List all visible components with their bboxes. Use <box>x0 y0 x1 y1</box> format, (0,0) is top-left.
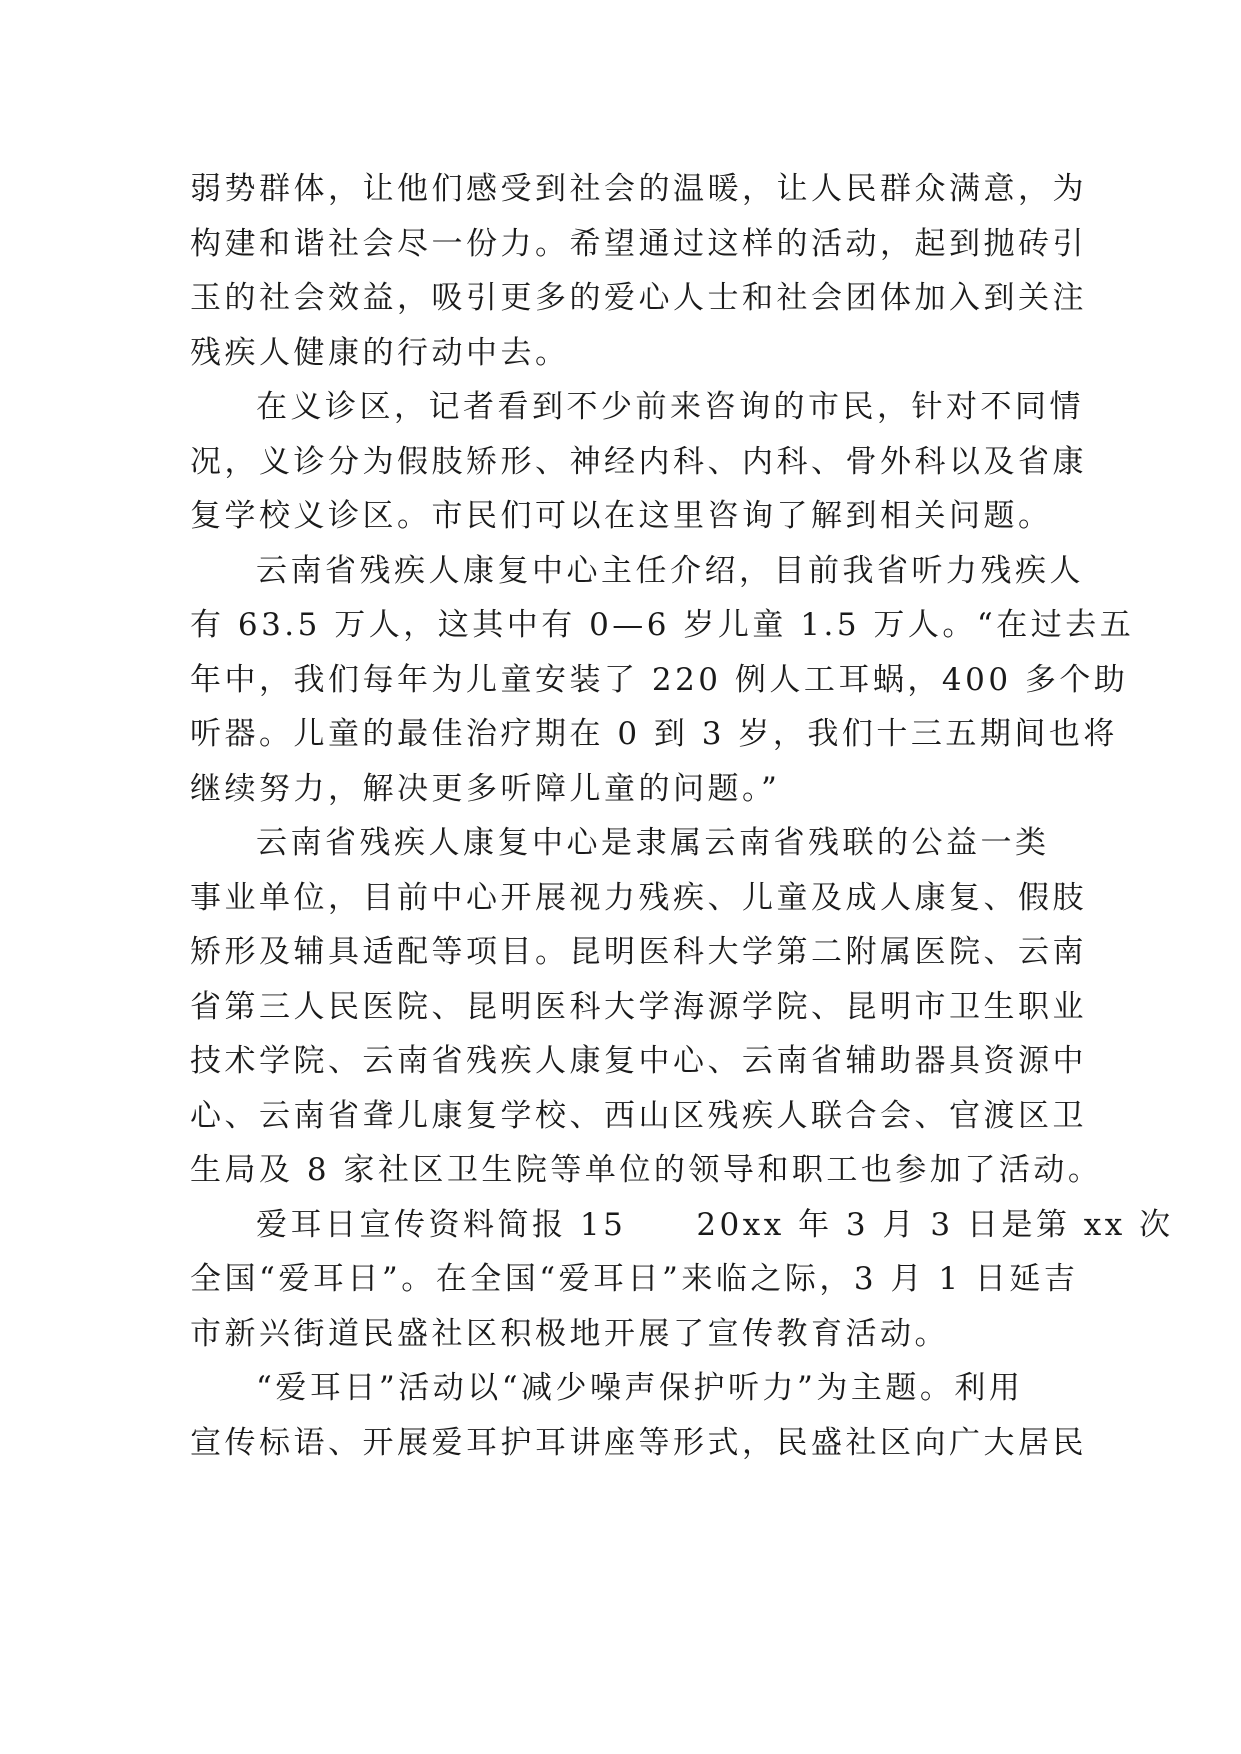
text-line: 玉的社会效益，吸引更多的爱心人士和社会团体加入到关注 <box>190 280 1087 316</box>
section-title: 爱耳日宣传资料简报 15 <box>256 1206 627 1243</box>
text-line: 矫形及辅具适配等项目。昆明医科大学第二附属医院、云南 <box>190 934 1087 970</box>
text-line: 市新兴街道民盛社区积极地开展了宣传教育活动。 <box>190 1315 949 1352</box>
text-line: 年中，我们每年为儿童安装了 220 例人工耳蜗，400 多个助 <box>190 661 1129 698</box>
text-line: 省第三人民医院、昆明医科大学海源学院、昆明市卫生职业 <box>190 988 1087 1025</box>
text-line: 况，义诊分为假肢矫形、神经内科、内科、骨外科以及省康 <box>190 443 1087 480</box>
text-line: 有 63.5 万人，这其中有 0—6 岁儿童 1.5 万人。“在过去五 <box>190 607 1135 643</box>
paragraph-start-line: 云南省残疾人康复中心是隶属云南省残联的公益一类 <box>256 825 1050 861</box>
text-line: 宣传标语、开展爱耳护耳讲座等形式，民盛社区向广大居民 <box>190 1424 1087 1461</box>
text-line: 听器。儿童的最佳治疗期在 0 到 3 岁，我们十三五期间也将 <box>190 716 1118 752</box>
text-line: 技术学院、云南省残疾人康复中心、云南省辅助器具资源中 <box>190 1043 1087 1079</box>
text-line: 全国“爱耳日”。在全国“爱耳日”来临之际，3 月 1 日延吉 <box>190 1261 1079 1297</box>
text-line: 事业单位，目前中心开展视力残疾、儿童及成人康复、假肢 <box>190 879 1087 916</box>
paragraph-start-line: 云南省残疾人康复中心主任介绍，目前我省听力残疾人 <box>256 552 1084 589</box>
text-line: 残疾人健康的行动中去。 <box>190 334 570 371</box>
paragraph-start-line: 在义诊区，记者看到不少前来咨询的市民，针对不同情 <box>256 389 1084 425</box>
text-line: 构建和谐社会尽一份力。希望通过这样的活动，起到抛砖引 <box>190 225 1087 262</box>
text-line: 弱势群体，让他们感受到社会的温暖，让人民群众满意，为 <box>190 171 1087 207</box>
text-line: 生局及 8 家社区卫生院等单位的领导和职工也参加了活动。 <box>190 1152 1103 1188</box>
section-heading-line <box>190 1198 1174 1253</box>
section-first-text: 20xx 年 3 月 3 日是第 xx 次 <box>696 1206 1174 1243</box>
document-body <box>190 162 1174 1470</box>
paragraph-start-line: “爱耳日”活动以“减少噪声保护听力”为主题。利用 <box>256 1370 1024 1406</box>
text-line: 心、云南省聋儿康复学校、西山区残疾人联合会、官渡区卫 <box>190 1097 1087 1134</box>
text-line: 继续努力，解决更多听障儿童的问题。” <box>190 770 781 807</box>
text-line: 复学校义诊区。市民们可以在这里咨询了解到相关问题。 <box>190 498 1053 534</box>
